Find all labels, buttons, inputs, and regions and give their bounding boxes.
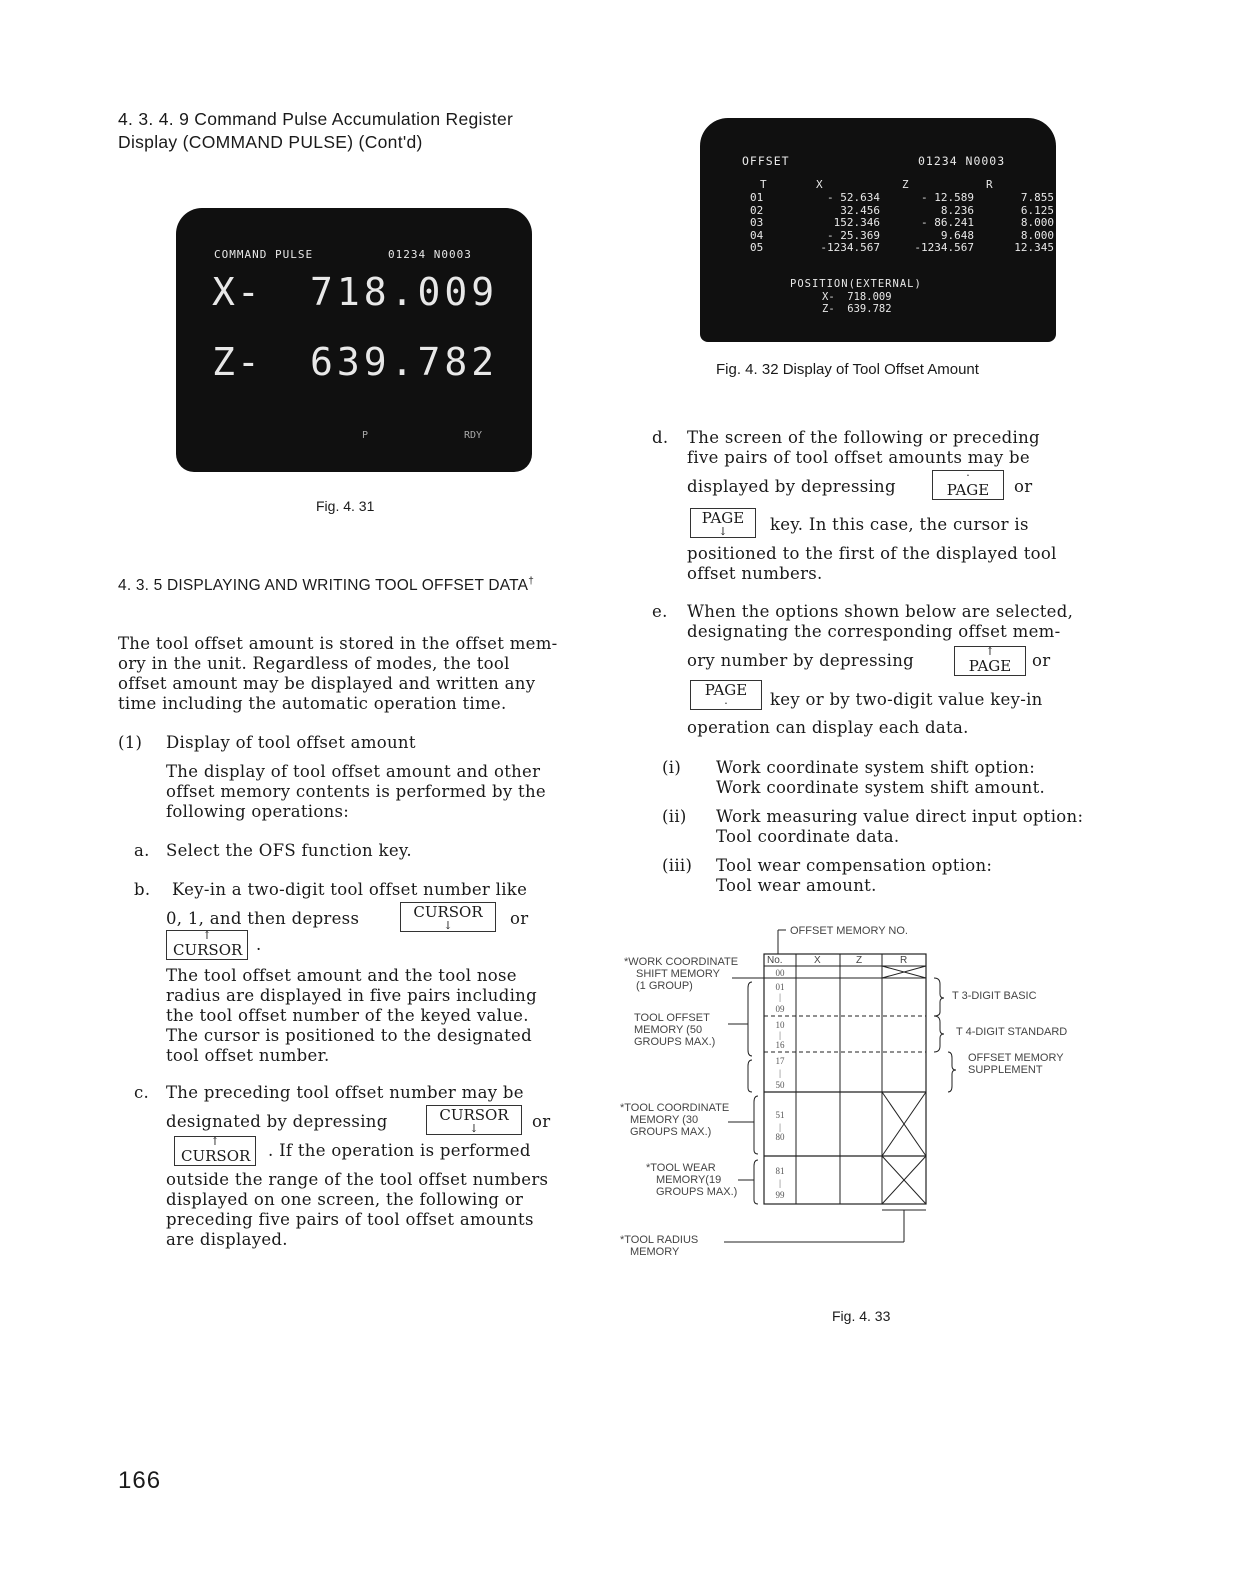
- table-row: 02 32.456 8.236 6.125: [750, 203, 1054, 217]
- x-axis-value: 718.009: [310, 270, 499, 314]
- intro-paragraph: The tool offset amount is stored in the offset mem- ory in the unit. Regardless of modes, the tool offset amount may be displayed and written any time including the automatic operation time.: [118, 634, 558, 713]
- page-up-key: · PAGE: [932, 470, 1004, 500]
- z-axis-value: 639.782: [310, 340, 499, 384]
- step-c-line3: . If the operation is performed: [268, 1141, 531, 1160]
- row-num: 17: [775, 1056, 785, 1066]
- step-e-line5: operation can display each data.: [687, 718, 969, 737]
- header-x: X: [816, 178, 823, 191]
- step-c-body: outside the range of the tool offset numbers displayed on one screen, the following or preceding five pairs of tool offset amounts are displayed.: [166, 1170, 549, 1249]
- row-num: 16: [775, 1040, 785, 1050]
- position-x: X- 718.009: [822, 291, 892, 303]
- x-axis-label: X-: [212, 270, 262, 314]
- offset-program-number: 01234 N0003: [918, 154, 1006, 168]
- header-z: Z: [902, 178, 909, 191]
- item1-body: The display of tool offset amount and other offset memory contents is performed by the following operations:: [166, 762, 546, 821]
- program-number: 01234 N0003: [388, 248, 472, 261]
- cursor-down-key: CURSOR ↓: [400, 902, 496, 932]
- or-text-4: or: [1032, 651, 1051, 670]
- offset-memory-supplement-label: OFFSET MEMORY SUPPLEMENT: [968, 1052, 1064, 1076]
- page-down-key: PAGE ↓: [690, 508, 756, 538]
- option-i: (i) Work coordinate system shift option: Work coordinate system shift amount.: [662, 758, 1046, 797]
- or-text: or: [510, 909, 529, 928]
- table-row: 04 - 25.369 9.648 8.000: [750, 228, 1054, 242]
- row-num: 10: [775, 1020, 785, 1030]
- step-c-line1: The preceding tool offset number may be: [166, 1083, 524, 1102]
- col-header-z: Z: [856, 955, 863, 966]
- step-a-label: a.: [134, 841, 150, 860]
- t4-digit-label: T 4-DIGIT STANDARD: [956, 1026, 1068, 1038]
- item1-title: Display of tool offset amount: [166, 733, 416, 752]
- period-dot: ·: [256, 940, 262, 959]
- screen-title: COMMAND PULSE: [214, 248, 314, 261]
- step-b-label: b.: [134, 880, 151, 899]
- row-num: |: [779, 1178, 781, 1188]
- page-number: 166: [118, 1467, 162, 1494]
- col-header-no: No.: [767, 955, 783, 966]
- step-e-line4: key or by two-digit value key-in: [770, 690, 1043, 709]
- z-axis-label: Z-: [212, 340, 262, 384]
- tool-offset-screen: [700, 118, 1056, 342]
- row-num: 09: [775, 1004, 785, 1014]
- tool-offset-label: TOOL OFFSET MEMORY (50 GROUPS MAX.): [634, 1012, 716, 1048]
- row-num: |: [779, 1030, 781, 1040]
- cursor-up-key-2: ↑ CURSOR: [174, 1136, 256, 1166]
- step-d-lines: The screen of the following or preceding five pairs of tool offset amounts may be: [687, 428, 1040, 467]
- fig31-caption: Fig. 4. 31: [316, 498, 375, 514]
- col-header-x: X: [814, 955, 821, 966]
- t3-digit-label: T 3-DIGIT BASIC: [952, 990, 1037, 1002]
- step-d-line4: key. In this case, the cursor is: [770, 515, 1029, 534]
- step-d-label: d.: [652, 428, 669, 447]
- or-text-3: or: [1014, 477, 1033, 496]
- or-text-2: or: [532, 1112, 551, 1131]
- table-row: 05 -1234.567 -1234.567 12.345: [750, 241, 1054, 254]
- position-label: POSITION(EXTERNAL): [790, 278, 922, 290]
- tool-radius-label: *TOOL RADIUS MEMORY: [620, 1234, 699, 1258]
- step-b-body: The tool offset amount and the tool nose radius are displayed in five pairs including the tool offset number of the keyed value. The cursor is positioned to the designated tool offset number.: [166, 966, 537, 1065]
- item1-number: (1): [118, 733, 143, 752]
- step-b-line1: Key-in a two-digit tool offset number like: [172, 880, 528, 899]
- cursor-up-key: ↑ CURSOR: [166, 930, 248, 960]
- command-pulse-screen: [176, 208, 532, 472]
- row-num: 99: [775, 1190, 785, 1200]
- col-header-r: R: [900, 955, 908, 966]
- step-d-body: positioned to the first of the displayed tool offset numbers.: [687, 544, 1057, 583]
- dagger-mark: †: [528, 576, 534, 587]
- option-iii: (iii) Tool wear compensation option: Tool wear amount.: [662, 856, 993, 895]
- page-up-key-2: ↑ PAGE: [954, 646, 1026, 676]
- step-b-line2: 0, 1, and then depress: [166, 909, 360, 928]
- tool-coordinate-label: *TOOL COORDINATE MEMORY (30 GROUPS MAX.): [620, 1102, 730, 1138]
- step-d-line3: displayed by depressing: [687, 477, 896, 496]
- option-ii: (ii) Work measuring value direct input option: Tool coordinate data.: [662, 807, 1084, 846]
- row-num: |: [779, 992, 781, 1002]
- table-row: 03 152.346 - 86.241 8.000: [750, 216, 1054, 229]
- step-a-text: Select the OFS function key.: [166, 841, 412, 860]
- row-num: 50: [775, 1080, 785, 1090]
- sec435-heading: 4. 3. 5 DISPLAYING AND WRITING TOOL OFFSET DATA†: [118, 576, 534, 595]
- step-c-line2: designated by depressing: [166, 1112, 388, 1131]
- row-num: 00: [775, 968, 785, 978]
- fig33-caption: Fig. 4. 33: [832, 1308, 891, 1324]
- position-z: Z- 639.782: [822, 303, 892, 315]
- table-row: 01 - 52.634 - 12.589 7.855: [750, 191, 1054, 204]
- status-p: P: [362, 430, 369, 441]
- header-r: R: [986, 178, 993, 191]
- row-num: 81: [775, 1166, 785, 1176]
- row-num: 80: [775, 1132, 785, 1142]
- step-e-label: e.: [652, 602, 668, 621]
- section-heading: 4. 3. 4. 9 Command Pulse Accumulation Register Display (COMMAND PULSE) (Cont'd): [118, 109, 514, 152]
- fig32-caption: Fig. 4. 32 Display of Tool Offset Amount: [716, 361, 979, 378]
- row-num: 51: [775, 1110, 785, 1120]
- step-e-line3: ory number by depressing: [687, 651, 915, 670]
- offset-table: [750, 192, 1054, 255]
- offset-memory-no-label: OFFSET MEMORY NO.: [790, 925, 908, 937]
- page-down-key-2: PAGE ·: [690, 680, 762, 710]
- cursor-down-key-2: CURSOR ↓: [426, 1105, 522, 1135]
- tool-wear-label: *TOOL WEAR MEMORY(19 GROUPS MAX.): [646, 1162, 738, 1198]
- work-coordinate-label: *WORK COORDINATE SHIFT MEMORY (1 GROUP): [624, 956, 739, 992]
- status-rdy: RDY: [464, 430, 483, 441]
- row-num: |: [779, 1122, 781, 1132]
- header-t: T: [760, 178, 767, 191]
- row-num: 01: [775, 982, 785, 992]
- step-e-lines: When the options shown below are selected, designating the corresponding offset mem-: [687, 602, 1074, 641]
- offset-title: OFFSET: [742, 154, 790, 168]
- row-num: |: [779, 1068, 781, 1078]
- step-c-label: c.: [134, 1083, 150, 1102]
- offset-memory-diagram: [600, 920, 1120, 1270]
